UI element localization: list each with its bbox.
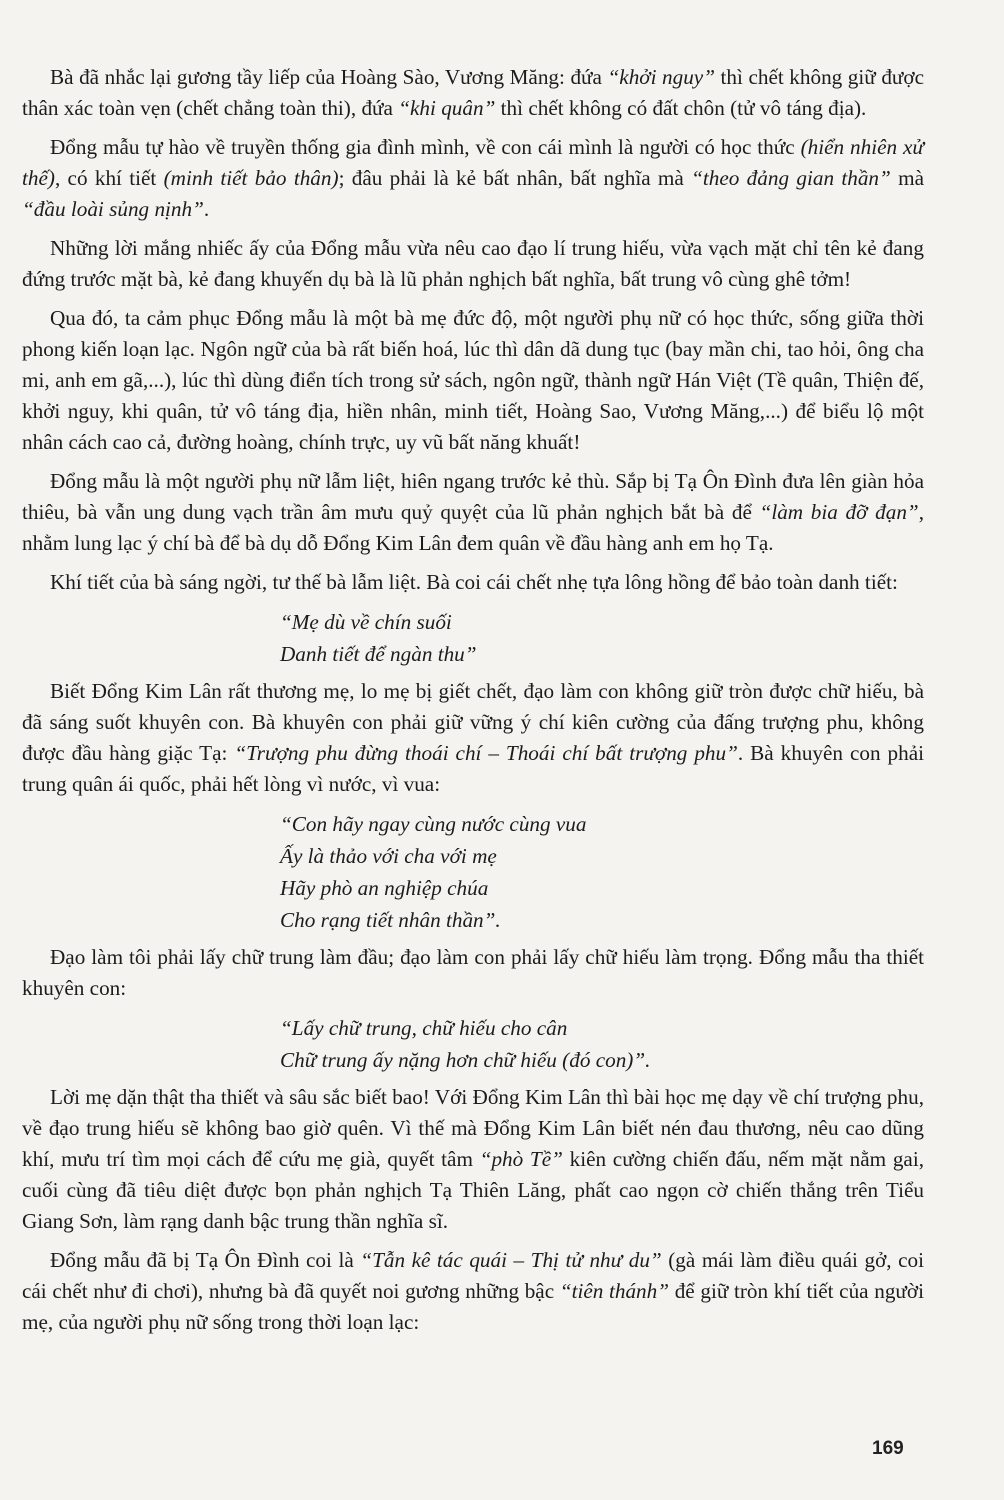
- page-number: 169: [872, 1438, 904, 1459]
- verse-line: Hãy phò an nghiệp chúa: [280, 876, 489, 900]
- paragraph-4: Qua đó, ta cảm phục Đổng mẫu là một bà mẹ đức độ, một người phụ nữ có học thức, sống giữa thời phong kiến loạn lạc. Ngôn ngữ của bà rất biến hoá, lúc thì dân dã dung tục (bay mần chi, tao hỏi, ông cha mi, anh em gã,...), lúc thì dùng điển tích trong sử sách, ngôn ngữ, thành ngữ Hán Việt (Tề quân, Thiện đế, khởi nguy, khi quân, tử vô táng địa, hiền nhân, minh tiết, Hoàng Sao, Vương Măng,...) để biểu lộ một nhân cách cao cả, đường hoàng, chính trực, uy vũ bất năng khuất!: [22, 306, 924, 454]
- verse-line: “Mẹ dù về chín suối: [280, 610, 452, 634]
- paragraph-7: Biết Đổng Kim Lân rất thương mẹ, lo mẹ bị giết chết, đạo làm con không giữ tròn được chữ hiếu, bà đã sáng suốt khuyên con. Bà khuyên con phải giữ vững ý chí kiên cường của đấng trượng phu, không được đầu hàng giặc Tạ: “Trượng phu đừng thoái chí – Thoái chí bất trượng phu”. Bà khuyên con phải trung quân ái quốc, phải hết lòng vì nước, vì vua:: [22, 679, 924, 796]
- paragraph-3: Những lời mắng nhiếc ấy của Đổng mẫu vừa nêu cao đạo lí trung hiếu, vừa vạch mặt chỉ tên kẻ đang đứng trước mặt bà, kẻ đang khuyến dụ bà là lũ phản nghịch bất nghĩa, bất trung vô cùng ghê tởm!: [22, 236, 924, 291]
- verse-line: Danh tiết để ngàn thu”: [280, 642, 477, 666]
- paragraph-1: Bà đã nhắc lại gương tầy liếp của Hoàng Sào, Vương Măng: đứa “khởi nguy” thì chết không giữ được thân xác toàn vẹn (chết chẳng toàn thi), đứa “khi quân” thì chết không có đất chôn (tử vô táng địa).: [22, 65, 925, 120]
- paragraph-8: Đạo làm tôi phải lấy chữ trung làm đầu; đạo làm con phải lấy chữ hiếu làm trọng. Đổng mẫu tha thiết khuyên con:: [22, 945, 924, 1000]
- verse-line: Cho rạng tiết nhân thần”.: [280, 908, 501, 932]
- paragraph-5: Đổng mẫu là một người phụ nữ lẫm liệt, hiên ngang trước kẻ thù. Sắp bị Tạ Ôn Đình đưa lên giàn hỏa thiêu, bà vẫn ung dung vạch trần âm mưu quỷ quyệt của lũ phản nghịch bắt bà để “làm bia đỡ đạn”, nhằm lung lạc ý chí bà để bà dụ dỗ Đổng Kim Lân đem quân về đầu hàng anh em họ Tạ.: [22, 469, 924, 555]
- paragraph-9: Lời mẹ dặn thật tha thiết và sâu sắc biết bao! Với Đổng Kim Lân thì bài học mẹ dạy về chí trượng phu, về đạo trung hiếu sẽ không bao giờ quên. Vì thế mà Đổng Kim Lân biết nén đau thương, nêu cao dũng khí, mưu trí tìm mọi cách để cứu mẹ già, quyết tâm “phò Tề” kiên cường chiến đấu, nếm mặt nằm gai, cuối cùng đã tiêu diệt được bọn phản nghịch Tạ Thiên Lăng, phất cao ngọn cờ chiến thắng trên Tiểu Giang Sơn, làm rạng danh bậc trung thần nghĩa sĩ.: [22, 1085, 924, 1233]
- paragraph-6: Khí tiết của bà sáng ngời, tư thế bà lẫm liệt. Bà coi cái chết nhẹ tựa lông hồng để bảo toàn danh tiết:: [50, 570, 898, 594]
- verse-2: [280, 808, 924, 936]
- verse-line: Chữ trung ấy nặng hơn chữ hiếu (đó con)”.: [280, 1048, 651, 1072]
- verse-3: [280, 1012, 924, 1076]
- verse-line: “Lấy chữ trung, chữ hiếu cho cân: [280, 1016, 568, 1040]
- verse-1: [280, 606, 924, 670]
- paragraph-10: Đổng mẫu đã bị Tạ Ôn Đình coi là “Tẫn kê tác quái – Thị tử như du” (gà mái làm điều quái gở, coi cái chết như đi chơi), nhưng bà đã quyết noi gương những bậc “tiên thánh” để giữ tròn khí tiết của người mẹ, của người phụ nữ sống trong thời loạn lạc:: [22, 1248, 924, 1334]
- verse-line: “Con hãy ngay cùng nước cùng vua: [280, 812, 587, 836]
- body-text: [22, 62, 924, 1346]
- paragraph-2: Đổng mẫu tự hào về truyền thống gia đình mình, về con cái mình là người có học thức (hiển nhiên xử thế), có khí tiết (minh tiết bảo thân); đâu phải là kẻ bất nhân, bất nghĩa mà “theo đảng gian thần” mà “đầu loài sủng nịnh”.: [22, 135, 924, 221]
- verse-line: Ấy là thảo với cha với mẹ: [280, 844, 497, 868]
